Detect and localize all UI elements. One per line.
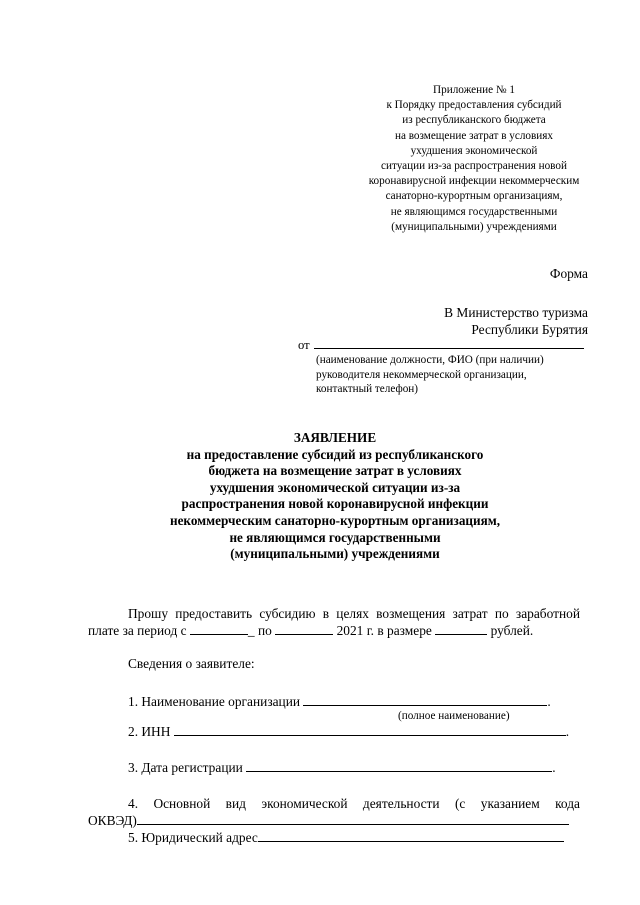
amount-field[interactable] [435, 623, 487, 635]
addressee-block [444, 304, 588, 338]
appendix-line: санаторно-курортным организациям, [385, 190, 563, 203]
request-text-3: 2021 г. в размере [336, 623, 432, 638]
appendix-line: (муниципальными) учреждениями [391, 220, 557, 233]
appendix-line: к Порядку предоставления субсидий [386, 99, 562, 112]
title-line: на предоставление субсидий из республиканского [186, 446, 484, 462]
activity-label-2: ОКВЭД) [88, 813, 137, 828]
appendix-line: Приложение № 1 [433, 84, 515, 96]
period-start-field[interactable] [190, 623, 248, 635]
appendix-line: коронавирусной инфекции некоммерческим [368, 175, 580, 188]
title-line: не являющимся государственными [229, 529, 441, 545]
field-org-name [128, 694, 551, 710]
inn-label: 2. ИНН [128, 724, 171, 739]
title-line: некоммерческим санаторно-курортным организациям, [169, 512, 501, 528]
title-line: (муниципальными) учреждениями [230, 546, 440, 562]
dot: . [565, 724, 570, 739]
request-paragraph: Прошу предоставить субсидию в целях возмещения затрат по заработной плате за период с _ по 2021 г. в размере рублей. [88, 606, 580, 638]
document-title [100, 430, 570, 563]
request-text-4: рублей. [490, 623, 534, 638]
appendix-line: не являющимся государственными [390, 205, 558, 218]
activity-label-1: 4. Основной вид экономической деятельности (с указанием кода [128, 796, 580, 811]
dot: . [547, 694, 551, 709]
appendix-line: на возмещение затрат в условиях [394, 129, 554, 142]
org-name-label: 1. Наименование организации [128, 694, 301, 709]
field-address [128, 830, 564, 846]
activity-input-line[interactable] [137, 813, 569, 825]
from-label: от [298, 338, 310, 352]
inn-input-line[interactable] [174, 724, 566, 736]
org-name-input-line[interactable] [303, 694, 547, 706]
appendix-line: ухудшения экономической [410, 144, 538, 157]
form-label: Форма [549, 266, 588, 281]
field-reg-date [128, 760, 556, 776]
from-caption-line: контактный телефон) [316, 383, 418, 396]
from-row [298, 338, 584, 353]
period-end-field[interactable] [275, 623, 333, 635]
reg-date-input-line[interactable] [246, 760, 552, 772]
from-caption [316, 353, 544, 397]
from-caption-line: (наименование должности, ФИО (при наличии) [316, 354, 544, 366]
appendix-line: ситуации из-за распространения новой [381, 160, 567, 173]
field-activity-line2 [88, 813, 569, 829]
dot: . [552, 760, 556, 775]
request-text-2: по [257, 623, 272, 638]
field-activity [128, 796, 580, 812]
title-line: ухудшения экономической ситуации из-за [209, 479, 461, 495]
from-fill-line[interactable] [314, 338, 584, 349]
appendix-header [340, 83, 608, 235]
title-line: бюджета на возмещение затрат в условиях [208, 463, 462, 479]
from-caption-line: руководителя некоммерческой организации, [316, 368, 527, 381]
reg-date-label: 3. Дата регистрации [128, 760, 243, 775]
org-name-caption: (полное наименование) [398, 710, 510, 722]
field-inn [128, 724, 569, 740]
applicant-info-label: Сведения о заявителе: [128, 656, 255, 671]
addressee-line-1: В Министерство туризма [444, 305, 588, 320]
title-heading: ЗАЯВЛЕНИЕ [293, 430, 377, 445]
address-label: 5. Юридический адрес [128, 830, 258, 845]
addressee-line-2: Республики Бурятия [471, 322, 588, 337]
address-input-line[interactable] [258, 830, 564, 842]
request-text-1: Прошу предоставить субсидию в целях возмещения затрат по заработной плате за период с [88, 606, 580, 638]
appendix-line: из республиканского бюджета [402, 114, 546, 127]
title-line: распространения новой коронавирусной инфекции [181, 496, 489, 512]
